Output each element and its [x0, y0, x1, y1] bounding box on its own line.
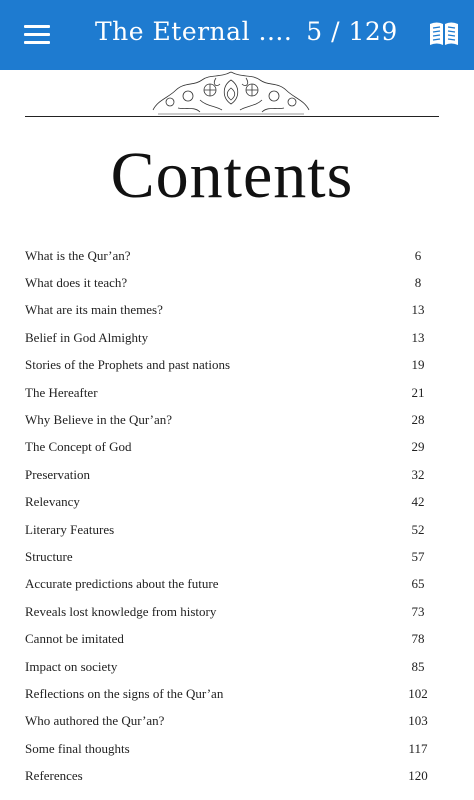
toc-entry-title: Literary Features: [25, 521, 115, 537]
divider-line: [25, 116, 439, 117]
toc-entry[interactable]: [25, 324, 433, 351]
page-heading: Contents: [110, 139, 354, 212]
toc-entry-title: Preservation: [25, 466, 90, 482]
table-of-contents: [25, 242, 433, 790]
toc-entry-page: 73: [411, 603, 425, 619]
toc-entry-title: The Concept of God: [25, 439, 132, 455]
hamburger-menu-icon[interactable]: [24, 25, 50, 45]
toc-entry[interactable]: [25, 406, 433, 433]
toc-entry-page: 8: [414, 275, 422, 291]
toc-entry[interactable]: [25, 297, 433, 324]
toc-entry[interactable]: [25, 708, 433, 735]
toc-entry[interactable]: [25, 762, 433, 789]
toc-entry-page: 29: [411, 439, 425, 455]
toc-entry-title: Relevancy: [25, 494, 80, 510]
toc-entry-page: 117: [408, 740, 428, 756]
toc-entry-title: Stories of the Prophets and past nations: [25, 357, 231, 373]
toc-entry[interactable]: [25, 680, 433, 707]
book-title: [95, 17, 398, 46]
toc-entry[interactable]: [25, 571, 433, 598]
toc-entry-page: 78: [411, 631, 425, 647]
decorative-ornament: [150, 70, 312, 116]
toc-entry[interactable]: [25, 598, 433, 625]
toc-entry-title: The Hereafter: [25, 384, 98, 400]
toc-entry[interactable]: [25, 735, 433, 762]
toc-entry[interactable]: [25, 352, 433, 379]
toc-entry[interactable]: [25, 242, 433, 269]
toc-entry-page: 13: [411, 302, 425, 318]
app-bar: [0, 0, 474, 70]
toc-entry-page: 21: [411, 384, 425, 400]
book-title-text: The Eternal ....: [95, 17, 293, 46]
open-book-icon[interactable]: [428, 20, 460, 48]
toc-entry-title: Reflections on the signs of the Qur’an: [25, 685, 224, 701]
toc-entry[interactable]: [25, 269, 433, 296]
toc-entry-title: Accurate predictions about the future: [25, 576, 219, 592]
toc-entry-page: 102: [408, 685, 428, 701]
toc-entry-title: References: [25, 768, 83, 784]
toc-entry-page: 120: [408, 768, 428, 784]
toc-entry-page: 103: [408, 713, 428, 729]
toc-entry-page: 6: [414, 247, 422, 263]
toc-entry-title: Belief in God Almighty: [25, 329, 149, 345]
toc-entry-title: Some final thoughts: [25, 740, 130, 756]
toc-entry-page: 32: [411, 466, 425, 482]
page-indicator: 5 / 129: [306, 17, 398, 46]
toc-entry-page: 13: [411, 329, 425, 345]
toc-entry[interactable]: [25, 379, 433, 406]
toc-entry-page: 52: [411, 521, 425, 537]
toc-entry[interactable]: [25, 653, 433, 680]
toc-entry[interactable]: [25, 434, 433, 461]
toc-entry-title: Impact on society: [25, 658, 118, 674]
toc-entry[interactable]: [25, 489, 433, 516]
toc-entry-title: Who authored the Qur’an?: [25, 713, 165, 729]
toc-entry-page: 28: [411, 412, 425, 428]
toc-entry[interactable]: [25, 461, 433, 488]
toc-entry-title: Why Believe in the Qur’an?: [25, 412, 173, 428]
toc-entry-title: What are its main themes?: [25, 302, 163, 318]
toc-entry-title: Structure: [25, 548, 73, 564]
toc-entry-page: 65: [411, 576, 425, 592]
toc-entry-page: 19: [411, 357, 425, 373]
toc-entry-title: What is the Qur’an?: [25, 247, 131, 263]
toc-entry-page: 42: [411, 494, 425, 510]
toc-entry-page: 85: [411, 658, 425, 674]
toc-entry-title: What does it teach?: [25, 275, 128, 291]
toc-entry-title: Reveals lost knowledge from history: [25, 603, 217, 619]
toc-entry-title: Cannot be imitated: [25, 631, 124, 647]
toc-entry-page: 57: [411, 548, 425, 564]
toc-entry[interactable]: [25, 625, 433, 652]
toc-entry[interactable]: [25, 543, 433, 570]
toc-entry[interactable]: [25, 516, 433, 543]
